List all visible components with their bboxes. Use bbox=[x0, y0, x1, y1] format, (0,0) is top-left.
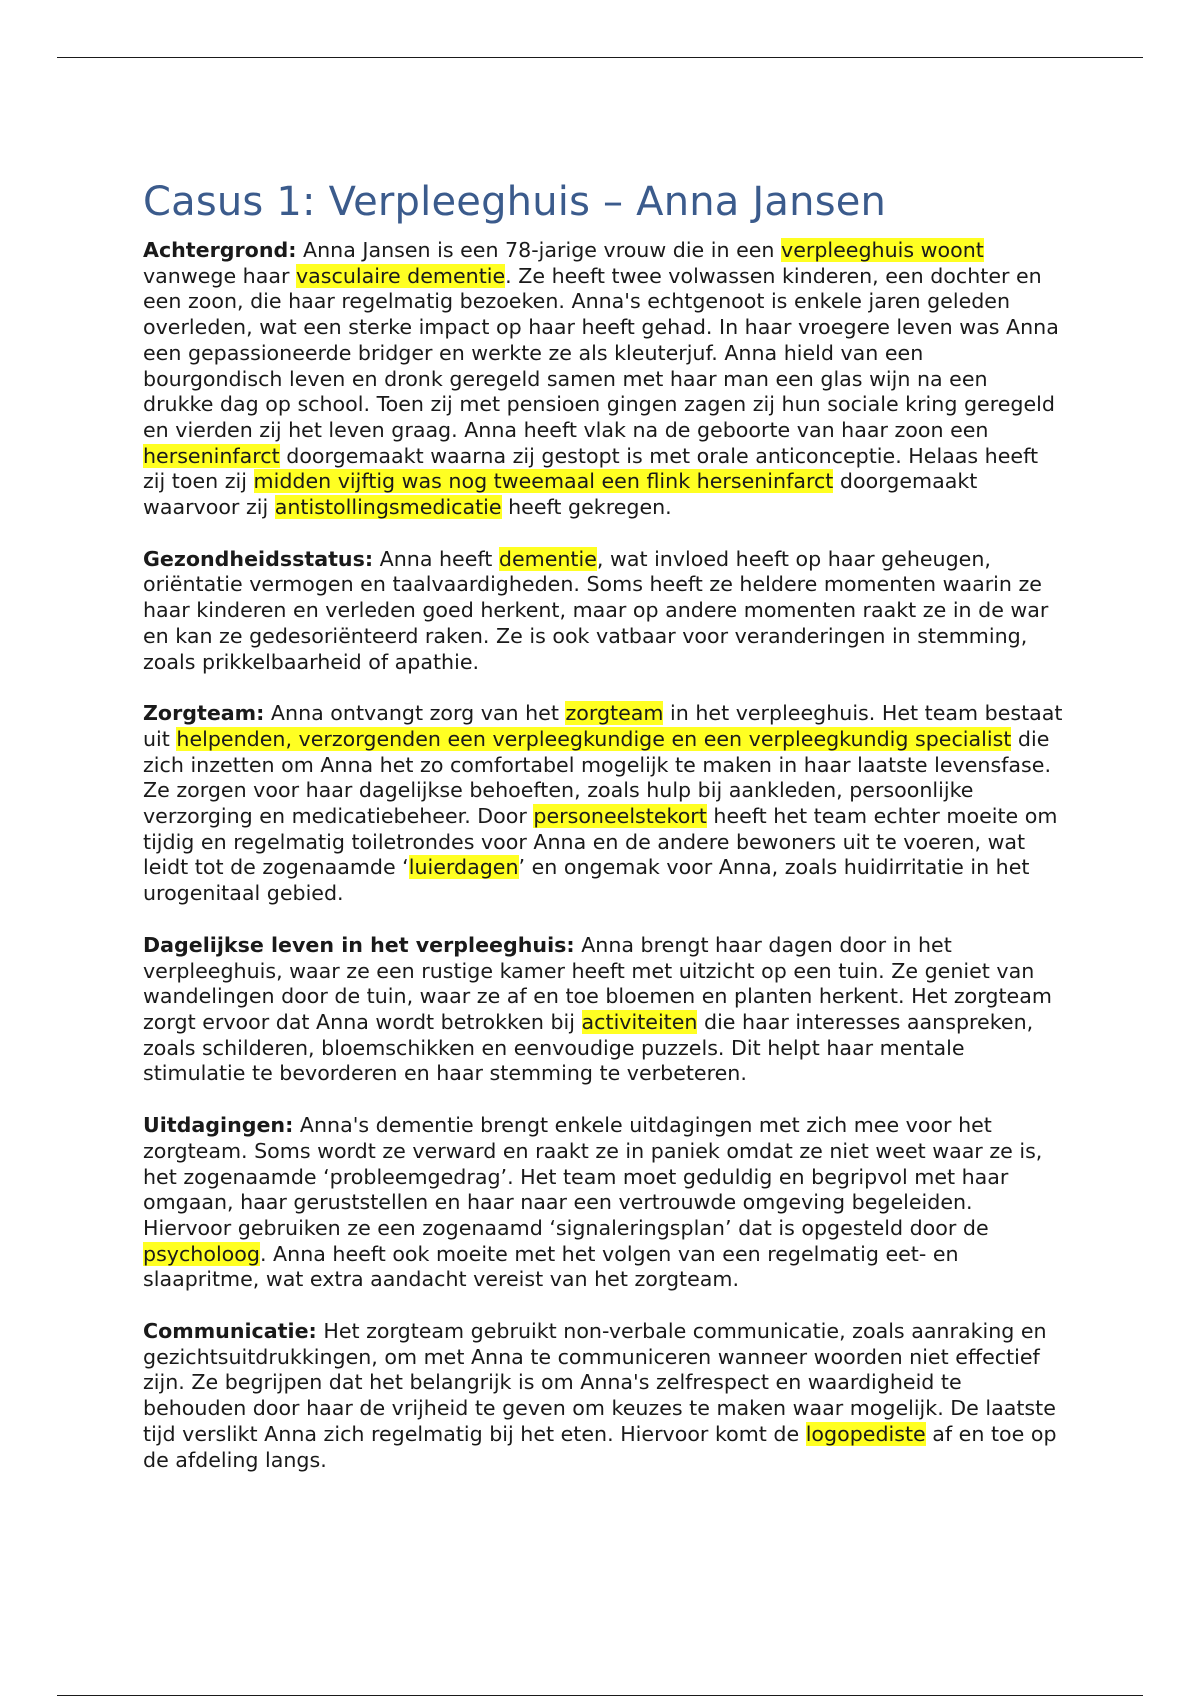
section-heading: Dagelijkse leven in het verpleeghuis: bbox=[143, 932, 575, 957]
section-heading: Gezondheidsstatus: bbox=[143, 546, 374, 571]
highlighted-text: psycholoog bbox=[143, 1241, 260, 1266]
text-run: Anna heeft bbox=[373, 546, 499, 571]
section-heading: Achtergrond: bbox=[143, 238, 297, 262]
text-run: die haar interesses aanspreken, zoals schilderen, bloemschikken en eenvoudige puzzels. Dit helpt haar mentale stimulatie te bevorderen en haar stemming te verbeteren. bbox=[143, 1009, 1034, 1086]
text-run: Anna's dementie brengt enkele uitdagingen met zich mee voor het zorgteam. Soms wordt ze verward en raakt ze in paniek omdat ze niet weet waar ze is, het zogenaamde ‘probleemgedrag’. Het team moet geduldig en begripvol met haar omgaan, haar geruststellen en haar naar een vertrouwde omgeving begeleiden. Hiervoor gebruiken ze een zogenaamd ‘signaleringsplan’ dat is opgesteld door de bbox=[143, 1113, 1043, 1240]
highlighted-text: vasculaire dementie bbox=[295, 263, 506, 288]
text-run: doorgemaakt waarvoor zij bbox=[143, 469, 978, 520]
section-heading: Zorgteam: bbox=[143, 701, 265, 726]
text-run: vanwege haar bbox=[143, 263, 296, 288]
highlighted-text: antistollingsmedicatie bbox=[274, 495, 502, 520]
section-uitdagingen bbox=[143, 1113, 1063, 1293]
section-zorgteam bbox=[143, 701, 1063, 907]
text-run: Anna brengt haar dagen door in het verpleeghuis, waar ze een rustige kamer heeft met uitzicht op een tuin. Ze geniet van wandelingen door de tuin, waar ze af en toe bloemen en planten herkent. Het zorgteam zorgt ervoor dat Anna wordt betrokken bij bbox=[143, 932, 1052, 1034]
section-achtergrond bbox=[143, 238, 1063, 521]
text-run: Het zorgteam gebruikt non-verbale communicatie, zoals aanraking en gezichtsuitdrukkingen, om met Anna te communiceren wanneer woorden niet effectief zijn. Ze begrijpen dat het belangrijk is om Anna's zelfrespect en waardigheid te behouden door haar de vrijheid te geven om keuzes te maken waar mogelijk. De laatste tijd verslikt Anna zich regelmatig bij het eten. Hiervoor komt de bbox=[143, 1319, 1056, 1446]
text-run: af en toe op de afdeling langs. bbox=[143, 1421, 1057, 1472]
text-run: heeft het team echter moeite om tijdig en regelmatig toiletrondes voor Anna en de andere bewoners uit te voeren, wat leidt tot de zogenaamde ‘ bbox=[143, 804, 1058, 880]
highlighted-text: zorgteam bbox=[565, 701, 664, 726]
text-run: , wat invloed heeft op haar geheugen, oriëntatie vermogen en taalvaardigheden. Soms heeft ze heldere momenten waarin ze haar kinderen en verleden goed herkent, maar op andere momenten raakt ze in de war en kan ze gedesoriënteerd raken. Ze is ook vatbaar voor veranderingen in stemming, zoals prikkelbaarheid of apathie. bbox=[143, 546, 1049, 674]
highlighted-text: verpleeghuis woont bbox=[781, 238, 984, 262]
highlighted-text: herseninfarct bbox=[143, 443, 280, 468]
text-run: heeft gekregen. bbox=[501, 495, 672, 520]
highlighted-text: helpenden, verzorgenden een verpleegkundige en een verpleegkundig specialist bbox=[176, 726, 1012, 751]
section-communicatie bbox=[143, 1319, 1063, 1473]
text-run: Anna Jansen is een 78-jarige vrouw die in een bbox=[296, 238, 782, 262]
document-body bbox=[143, 176, 1063, 1499]
section-gezondheidsstatus bbox=[143, 547, 1063, 676]
highlighted-text: logopediste bbox=[805, 1421, 926, 1446]
highlighted-text: dementie bbox=[498, 546, 597, 571]
section-heading: Communicatie: bbox=[143, 1319, 317, 1344]
highlighted-text: personeelstekort bbox=[533, 804, 707, 829]
section-dagelijkse-leven bbox=[143, 933, 1063, 1087]
header-rule bbox=[57, 57, 1143, 58]
section-heading: Uitdagingen: bbox=[143, 1113, 294, 1138]
text-run: ’ en ongemak voor Anna, zoals huidirritatie in het urogenitaal gebied. bbox=[143, 855, 1030, 906]
text-run: . Anna heeft ook moeite met het volgen van een regelmatig eet- en slaapritme, wat extra aandacht vereist van het zorgteam. bbox=[143, 1241, 959, 1292]
text-run: die zich inzetten om Anna het zo comfortabel mogelijk te maken in haar laatste levensfase. Ze zorgen voor haar dagelijkse behoeften, zoals hulp bij aankleden, persoonlijke verzorging en medicatiebeheer. Door bbox=[143, 726, 1051, 829]
highlighted-text: midden vijftig was nog tweemaal een flink herseninfarct bbox=[253, 469, 834, 494]
highlighted-text: activiteiten bbox=[581, 1009, 698, 1034]
page-title: Casus 1: Verpleeghuis – Anna Jansen bbox=[143, 179, 887, 225]
text-run: in het verpleeghuis. Het team bestaat uit bbox=[143, 701, 1063, 751]
highlighted-text: luierdagen bbox=[408, 855, 519, 880]
footer-rule bbox=[57, 1695, 1143, 1696]
text-run: Anna ontvangt zorg van het bbox=[264, 701, 566, 726]
text-run: . Ze heeft twee volwassen kinderen, een dochter en een zoon, die haar regelmatig bezoeken. Anna's echtgenoot is enkele jaren geleden overleden, wat een sterke impact op haar heeft gehad. In haar vroegere leven was Anna een gepassioneerde bridger en werkte ze als kleuterjuf. Anna hield van een bourgondisch leven en dronk geregeld samen met haar man een glas wijn na een drukke dag op school. Toen zij met pensioen gingen zagen zij hun sociale kring geregeld en vierden zij het leven graag. Anna heeft vlak na de geboorte van haar zoon een bbox=[143, 263, 1059, 442]
text-run: doorgemaakt waarna zij gestopt is met orale anticonceptie. Helaas heeft zij toen zij bbox=[143, 443, 1039, 494]
